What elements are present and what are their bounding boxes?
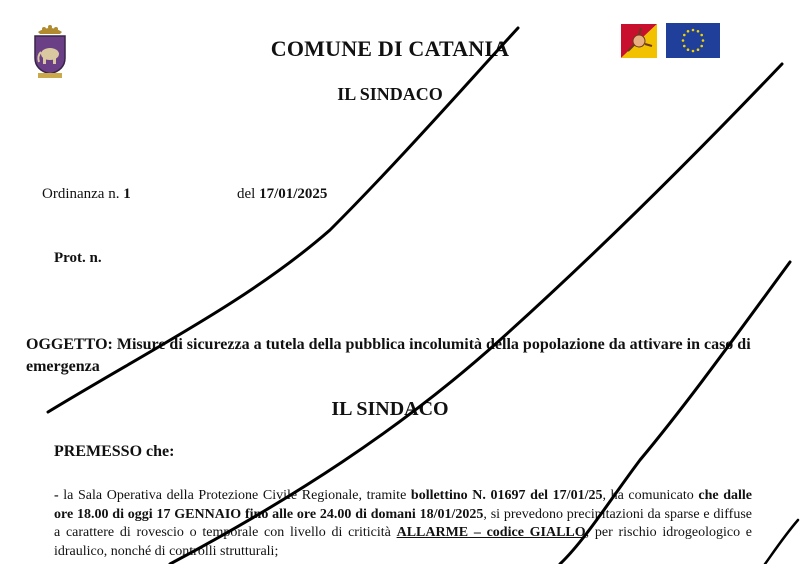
ordinance-number-value: 1 bbox=[123, 186, 131, 202]
office-title: IL SINDACO bbox=[337, 84, 443, 104]
ordinance-label: Ordinanza n. bbox=[42, 186, 120, 202]
premesso-heading: PREMESSO che: bbox=[54, 443, 175, 460]
ordinance-date bbox=[237, 186, 327, 203]
para-text-3: , si prevedono precipitazioni da sparse e diffuse a carattere di rovescio o temporale con livello di criticità bbox=[54, 506, 752, 540]
para-text-1: la Sala Operativa della Protezione Civile Regionale, tramite bbox=[58, 488, 411, 503]
bullet: - bbox=[54, 488, 59, 503]
alert-period: che dalle ore 18.00 di oggi 17 GENNAIO fino alle ore 24.00 di domani 18/01/2025 bbox=[54, 488, 752, 522]
pen-stroke-4 bbox=[765, 520, 798, 564]
protocol-label: Prot. n. bbox=[54, 250, 102, 266]
alert-level: ALLARME – codice GIALLO bbox=[396, 525, 586, 540]
section-title: IL SINDACO bbox=[331, 398, 449, 420]
bulletin-ref: bollettino N. 01697 del 17/01/25 bbox=[410, 488, 603, 503]
subject-text: Misure di sicurezza a tutela della pubblica incolumità della popolazione da attivare in caso di emergenza bbox=[26, 336, 751, 375]
subject-label: OGGETTO: bbox=[26, 336, 113, 353]
municipality-title: COMUNE DI CATANIA bbox=[270, 36, 510, 61]
para-text-2: , ha comunicato bbox=[602, 488, 699, 503]
para-text-4: , per rischio idrogeologico e idraulico, nonché di controlli strutturali; bbox=[54, 525, 753, 559]
premise-paragraph bbox=[54, 487, 752, 561]
ordinance-number bbox=[42, 186, 131, 203]
ordinance-date-label: del bbox=[237, 186, 256, 202]
subject bbox=[26, 334, 766, 378]
ordinance-date-value: 17/01/2025 bbox=[259, 186, 328, 202]
